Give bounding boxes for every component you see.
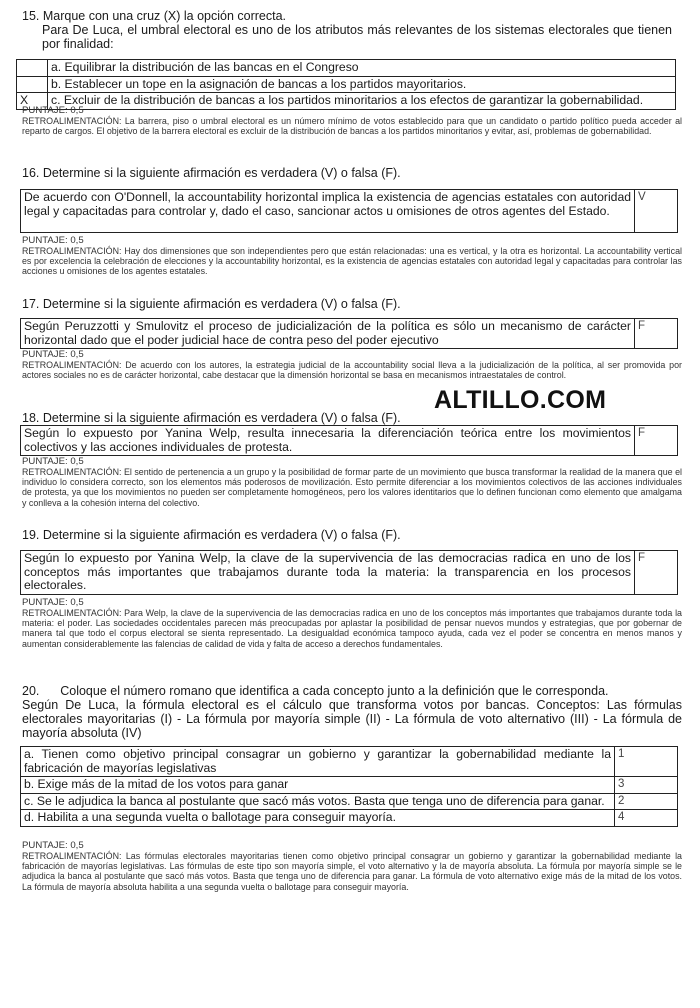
q15-option-a-text: a. Equilibrar la distribución de las bancas en el Congreso (48, 60, 676, 77)
q15-option-c (17, 93, 676, 110)
q17-puntaje: PUNTAJE: 0,5 (22, 349, 84, 360)
q17-answer[interactable]: F (635, 319, 678, 349)
q20-intro: Según De Luca, la fórmula electoral es el cálculo que transforma votos por bancas. Conceptos: Las fórmulas electorales mayoritarias (I) - La fórmula por mayoría simple (II) - La fórmula de voto alternativo (III) - La fórmula de mayoría absoluta (IV) (22, 698, 682, 740)
q20-row-b (21, 777, 678, 794)
watermark-logo: ALTILLO.COM (434, 386, 607, 414)
q20-row-a (21, 747, 678, 777)
q15-option-b (17, 76, 676, 93)
q20-row-d-answer[interactable]: 4 (615, 810, 678, 827)
q17-statement: Según Peruzzotti y Smulovitz el proceso de judicialización de la política es sólo un mecanismo de carácter horizontal dado que el poder judicial hace de contra peso del poder ejecutivo (21, 319, 635, 349)
q16-title: 16. Determine si la siguiente afirmación es verdadera (V) o falsa (F). (22, 166, 401, 180)
q15-option-c-text: c. Excluir de la distribución de bancas a los partidos minoritarios a los efectos de garantizar la gobernabilidad. (48, 93, 676, 110)
q20-puntaje: PUNTAJE: 0,5 (22, 840, 84, 851)
q20-row-b-text: b. Exige más de la mitad de los votos para ganar (21, 777, 615, 794)
q17-title: 17. Determine si la siguiente afirmación es verdadera (V) o falsa (F). (22, 297, 401, 311)
q18-answer[interactable]: F (635, 426, 678, 456)
q16-statement: De acuerdo con O'Donnell, la accountability horizontal implica la existencia de agencias estatales con autoridad legal y capacitadas para controlar y, dado el caso, sancionar actos u omisiones de otros agentes del Estado. (21, 190, 635, 233)
q15-intro: Para De Luca, el umbral electoral es uno de los atributos más relevantes de los sistemas electorales que tienen por finalidad: (42, 23, 672, 51)
q19-statement: Según lo expuesto por Yanina Welp, la clave de la supervivencia de las democracias radica en uno de los conceptos más importantes que trabajamos durante toda la materia: la transparencia en los procesos electorales. (21, 551, 635, 595)
q15-retro: RETROALIMENTACIÓN: La barrera, piso o umbral electoral es un número mínimo de votos establecido para que un candidato o partido político pueda acceder al reparto de cargos. El objetivo de la barrera electoral es excluir de la distribución de bancas a los partidos minoritarios y evitar, así, problemas de gobernabilidad. (22, 116, 682, 137)
q15-options-table (16, 59, 676, 110)
q20-row-d (21, 810, 678, 827)
q16-retro: RETROALIMENTACIÓN: Hay dos dimensiones que son independientes pero que están relacionadas: una es vertical, y la otra es horizontal. La accountability vertical es por excelencia la celebración de elecciones y la accountability horizontal, es la existencia de agencias estatales con autoridad legal y capacitadas para controlar las acciones u omisiones de los agentes estatales. (22, 246, 682, 277)
q15-option-b-mark[interactable] (17, 76, 48, 93)
q20-row-a-answer[interactable]: 1 (615, 747, 678, 777)
q16-answer[interactable]: V (635, 190, 678, 233)
q20-title: 20. Coloque el número romano que identifica a cada concepto junto a la definición que le corresponda. (22, 684, 609, 698)
q20-row-a-text: a. Tienen como objetivo principal consagrar un gobierno y garantizar la gobernabilidad mediante la fabricación de mayorías legislativas (21, 747, 615, 777)
q18-title: 18. Determine si la siguiente afirmación es verdadera (V) o falsa (F). (22, 411, 401, 425)
q17-table (20, 318, 678, 349)
q17-retro: RETROALIMENTACIÓN: De acuerdo con los autores, la estrategia judicial de la accountability social lleva a la judicialización de la política, al ser promovida por actores sociales no es de carácter horizontal, cabe destacar que la dimensión horizontal se basa en mecanismos intraestatales de control. (22, 360, 682, 381)
q18-statement: Según lo expuesto por Yanina Welp, resulta innecesaria la diferenciación teórica entre los movimientos colectivos y las acciones individuales de protesta. (21, 426, 635, 456)
q20-row-c-answer[interactable]: 2 (615, 793, 678, 810)
q19-title: 19. Determine si la siguiente afirmación es verdadera (V) o falsa (F). (22, 528, 401, 542)
q18-table (20, 425, 678, 456)
q15-option-a-mark[interactable] (17, 60, 48, 77)
q15-option-a (17, 60, 676, 77)
q15-title: 15. Marque con una cruz (X) la opción correcta. (22, 9, 287, 23)
q18-puntaje: PUNTAJE: 0,5 (22, 456, 84, 467)
q20-table (20, 746, 678, 827)
q15-puntaje: PUNTAJE: 0,5 (22, 105, 84, 116)
q15-option-c-mark[interactable]: X (17, 93, 48, 110)
q15-option-b-text: b. Establecer un tope en la asignación de bancas a los partidos mayoritarios. (48, 76, 676, 93)
q20-retro: RETROALIMENTACIÓN: Las fórmulas electorales mayoritarias tienen como objetivo principal consagrar un gobierno y garantizar la gobernabilidad mediante la fabricación de mayorías legislativas. Las fórmulas de este tipo son mayoría simple, el voto alternativo y la de mayoría absoluta. La fórmula por mayoría simple se le adjudica la banca al postulante que sacó más votos. Basta que tenga uno de diferencia para ganar. La fórmula de voto alternativo exige más de la mitad de los votos. La fórmula de mayoría absoluta habilita a una segunda vuelta o ballotage para conseguir mayoría. (22, 851, 682, 892)
q16-table (20, 189, 678, 233)
q20-row-c-text: c. Se le adjudica la banca al postulante que sacó más votos. Basta que tenga uno de diferencia para ganar. (21, 793, 615, 810)
q18-retro: RETROALIMENTACIÓN: El sentido de pertenencia a un grupo y la posibilidad de formar parte de un movimiento que busca transformar la realidad de la manera que el individuo lo considera correcto, son los elementos más poderosos de movilización. Esto permite diferenciar a los movimientos colectivos de las acciones individuales de protesta, ya que los movimientos no pueden ser completamente homogéneos, pero los valores identitarios que lo definen funcionan como elemento que amalgama y conlleva a la cohesión interna del colectivo. (22, 467, 682, 508)
q19-answer[interactable]: F (635, 551, 678, 595)
q19-retro: RETROALIMENTACIÓN: Para Welp, la clave de la supervivencia de las democracias radica en uno de los conceptos más importantes que trabajamos durante toda la materia: el poder. Las sociedades occidentales parecen más preocupadas por aplastar la posibilidad de pensar nuevos mundos y estrategias, que por gobernar de manera tal que todo el corpus electoral se sienta representado. La desigualdad económica tampoco ayuda, cada vez el poder se concentra en menos manos y aumentan considerablemente las falencias de calidad de vida y falta de acceso a derechos fundamentales. (22, 608, 682, 649)
q16-puntaje: PUNTAJE: 0,5 (22, 235, 84, 246)
q20-row-b-answer[interactable]: 3 (615, 777, 678, 794)
q20-row-d-text: d. Habilita a una segunda vuelta o ballotage para conseguir mayoría. (21, 810, 615, 827)
q19-table (20, 550, 678, 595)
q20-row-c (21, 793, 678, 810)
q19-puntaje: PUNTAJE: 0,5 (22, 597, 84, 608)
